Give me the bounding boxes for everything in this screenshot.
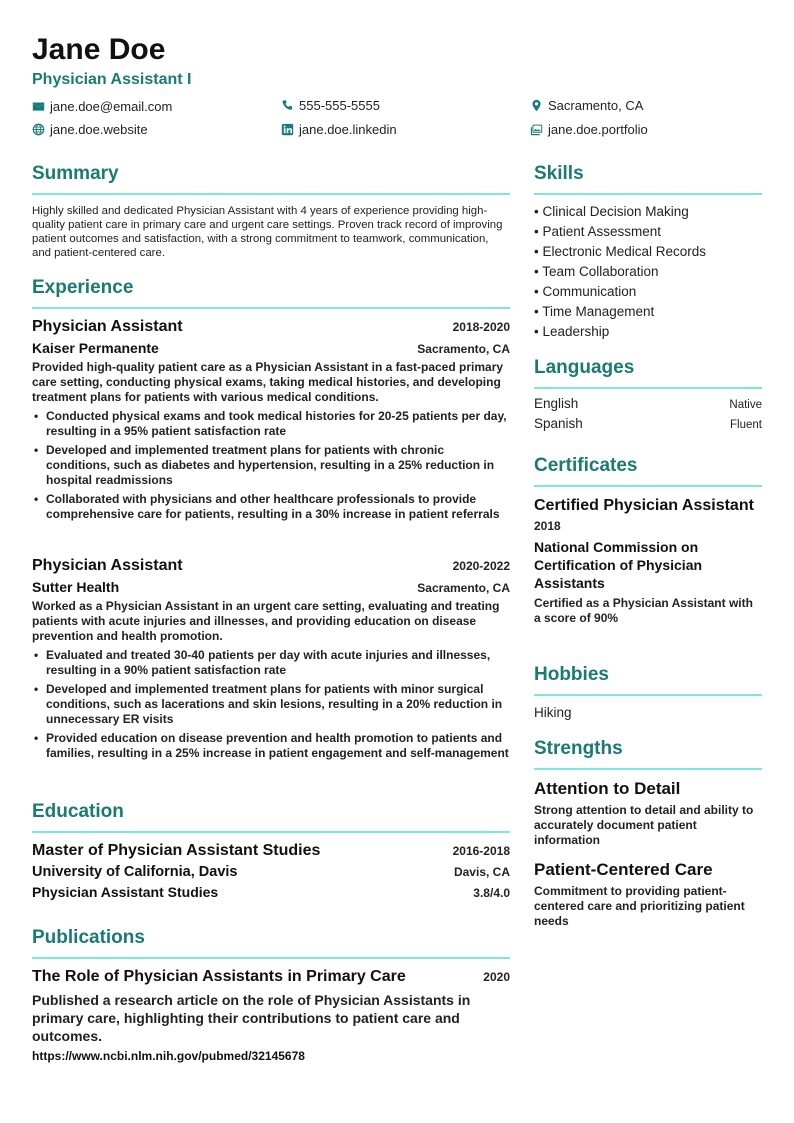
experience-heading: Experience xyxy=(32,277,134,298)
education-school: University of California, Davis xyxy=(32,864,238,880)
languages-heading: Languages xyxy=(534,357,635,378)
skills-heading: Skills xyxy=(534,163,584,184)
job-company: Kaiser Permanente xyxy=(32,340,159,356)
certificates-divider xyxy=(534,485,762,487)
job-bullets xyxy=(32,409,510,522)
skill-item: • Communication xyxy=(534,284,637,299)
phone-text: 555-555-5555 xyxy=(299,98,380,113)
candidate-role: Physician Assistant I xyxy=(32,71,192,88)
email-text: jane.doe@email.com xyxy=(50,99,173,114)
strengths-heading: Strengths xyxy=(534,738,623,759)
language-item xyxy=(534,396,762,416)
strength-title: Attention to Detail xyxy=(534,779,681,798)
publication-link[interactable]: https://www.ncbi.nlm.nih.gov/pubmed/32145678 xyxy=(32,1049,305,1063)
certificates-heading: Certificates xyxy=(534,455,638,476)
contact-email[interactable] xyxy=(32,99,172,114)
contact-portfolio[interactable] xyxy=(530,122,648,137)
publication-description: Published a research article on the role of Physician Assistants in primary care, highlighting their contributions to patient care and outcomes. xyxy=(32,992,471,1044)
experience-item xyxy=(32,318,510,526)
strength-description: Commitment to providing patient-centered care and prioritizing patient needs xyxy=(534,884,745,928)
publications-divider xyxy=(32,957,510,959)
summary-text: Highly skilled and dedicated Physician Assistant with 4 years of experience providing high-quality patient care in primary care and urgent care settings. Proven track record of improving patient outcomes and satisfaction, with a strong commitment to teamwork, communication, and patient-centered care. xyxy=(32,205,503,259)
job-dates: 2018-2020 xyxy=(452,320,510,334)
job-bullet: • Developed and implemented treatment plans for patients with minor surgical conditions, such as lacerations and skin lesions, resulting in a 20% reduction in unnecessary ER visits xyxy=(32,682,510,727)
education-gpa: 3.8/4.0 xyxy=(473,886,510,900)
contact-website[interactable] xyxy=(32,122,148,137)
summary-divider xyxy=(32,193,510,195)
hobby-item: Hiking xyxy=(534,705,572,720)
languages-divider xyxy=(534,387,762,389)
education-item xyxy=(32,842,510,900)
job-bullet: • Evaluated and treated 30-40 patients per day with acute injuries and illnesses, resulting in a 90% patient satisfaction rate xyxy=(32,648,510,678)
skill-item: • Leadership xyxy=(534,324,610,339)
skill-item: • Time Management xyxy=(534,304,655,319)
job-location: Sacramento, CA xyxy=(417,581,510,595)
location-pin-icon xyxy=(530,99,543,112)
portfolio-text: jane.doe.portfolio xyxy=(548,122,648,137)
strengths-divider xyxy=(534,768,762,770)
contact-phone[interactable] xyxy=(281,98,380,113)
skill-item: • Team Collaboration xyxy=(534,264,659,279)
education-field: Physician Assistant Studies xyxy=(32,884,219,900)
publication-title: The Role of Physician Assistants in Primary Care xyxy=(32,968,406,985)
strength-title: Patient-Centered Care xyxy=(534,860,713,879)
experience-item xyxy=(32,557,510,765)
certificate-year: 2018 xyxy=(534,519,561,533)
job-bullet: • Collaborated with physicians and other healthcare professionals to provide comprehensive care for patients, resulting in a 30% increase in patient referrals xyxy=(32,492,510,522)
location-text: Sacramento, CA xyxy=(548,98,644,113)
language-item xyxy=(534,416,762,436)
education-degree: Master of Physician Assistant Studies xyxy=(32,842,321,859)
education-dates: 2016-2018 xyxy=(452,844,510,858)
hobbies-divider xyxy=(534,694,762,696)
candidate-name: Jane Doe xyxy=(32,33,166,66)
strength-item xyxy=(534,860,762,929)
language-name: English xyxy=(534,396,579,411)
job-bullets xyxy=(32,648,510,761)
hobbies-heading: Hobbies xyxy=(534,664,609,685)
job-company: Sutter Health xyxy=(32,579,120,595)
certificate-item xyxy=(534,496,762,626)
job-location: Sacramento, CA xyxy=(417,342,510,356)
email-icon xyxy=(32,100,45,113)
language-name: Spanish xyxy=(534,416,583,431)
language-level: Fluent xyxy=(730,419,762,431)
publications-heading: Publications xyxy=(32,927,145,948)
job-title: Physician Assistant xyxy=(32,557,183,574)
phone-icon xyxy=(281,99,294,112)
experience-divider xyxy=(32,307,510,309)
strength-item xyxy=(534,779,762,848)
job-description: Provided high-quality patient care as a Physician Assistant in a fast-paced primary care setting, conducting physical exams, taking medical histories, and developing treatment plans for patients with various medical conditions. xyxy=(32,360,504,404)
skills-divider xyxy=(534,193,762,195)
skill-item: • Patient Assessment xyxy=(534,224,662,239)
linkedin-text: jane.doe.linkedin xyxy=(299,122,397,137)
certificate-description: Certified as a Physician Assistant with a score of 90% xyxy=(534,596,753,625)
summary-heading: Summary xyxy=(32,163,119,184)
contact-location xyxy=(530,98,643,113)
education-divider xyxy=(32,831,510,833)
certificate-issuer: National Commission on Certification of Physician Assistants xyxy=(534,539,703,591)
job-title: Physician Assistant xyxy=(32,318,183,335)
job-bullet: • Developed and implemented treatment plans for patients with chronic conditions, such as diabetes and hypertension, resulting in a 25% reduction in hospital readmissions xyxy=(32,443,510,488)
globe-icon xyxy=(32,123,45,136)
job-description: Worked as a Physician Assistant in an urgent care setting, evaluating and treating patients with acute injuries and illnesses, and providing education on disease prevention and health promotion. xyxy=(32,599,500,643)
education-heading: Education xyxy=(32,801,124,822)
skill-item: • Electronic Medical Records xyxy=(534,244,707,259)
website-text: jane.doe.website xyxy=(50,122,148,137)
portfolio-icon xyxy=(530,123,543,136)
job-bullet: • Provided education on disease prevention and health promotion to patients and families, resulting in a 25% increase in patient engagement and self-management xyxy=(32,731,510,761)
publication-item xyxy=(32,968,510,1063)
certificate-title: Certified Physician Assistant xyxy=(534,497,754,514)
languages-list xyxy=(534,396,762,436)
strength-description: Strong attention to detail and ability to accurately document patient information xyxy=(534,803,754,847)
linkedin-icon xyxy=(281,123,294,136)
skills-list xyxy=(534,202,762,342)
skill-item: • Clinical Decision Making xyxy=(534,204,689,219)
job-dates: 2020-2022 xyxy=(452,559,510,573)
contact-linkedin[interactable] xyxy=(281,122,397,137)
publication-year: 2020 xyxy=(483,970,510,984)
job-bullet: • Conducted physical exams and took medical histories for 20-25 patients per day, resulting in a 95% patient satisfaction rate xyxy=(32,409,510,439)
education-location: Davis, CA xyxy=(453,865,510,879)
language-level: Native xyxy=(729,399,762,411)
